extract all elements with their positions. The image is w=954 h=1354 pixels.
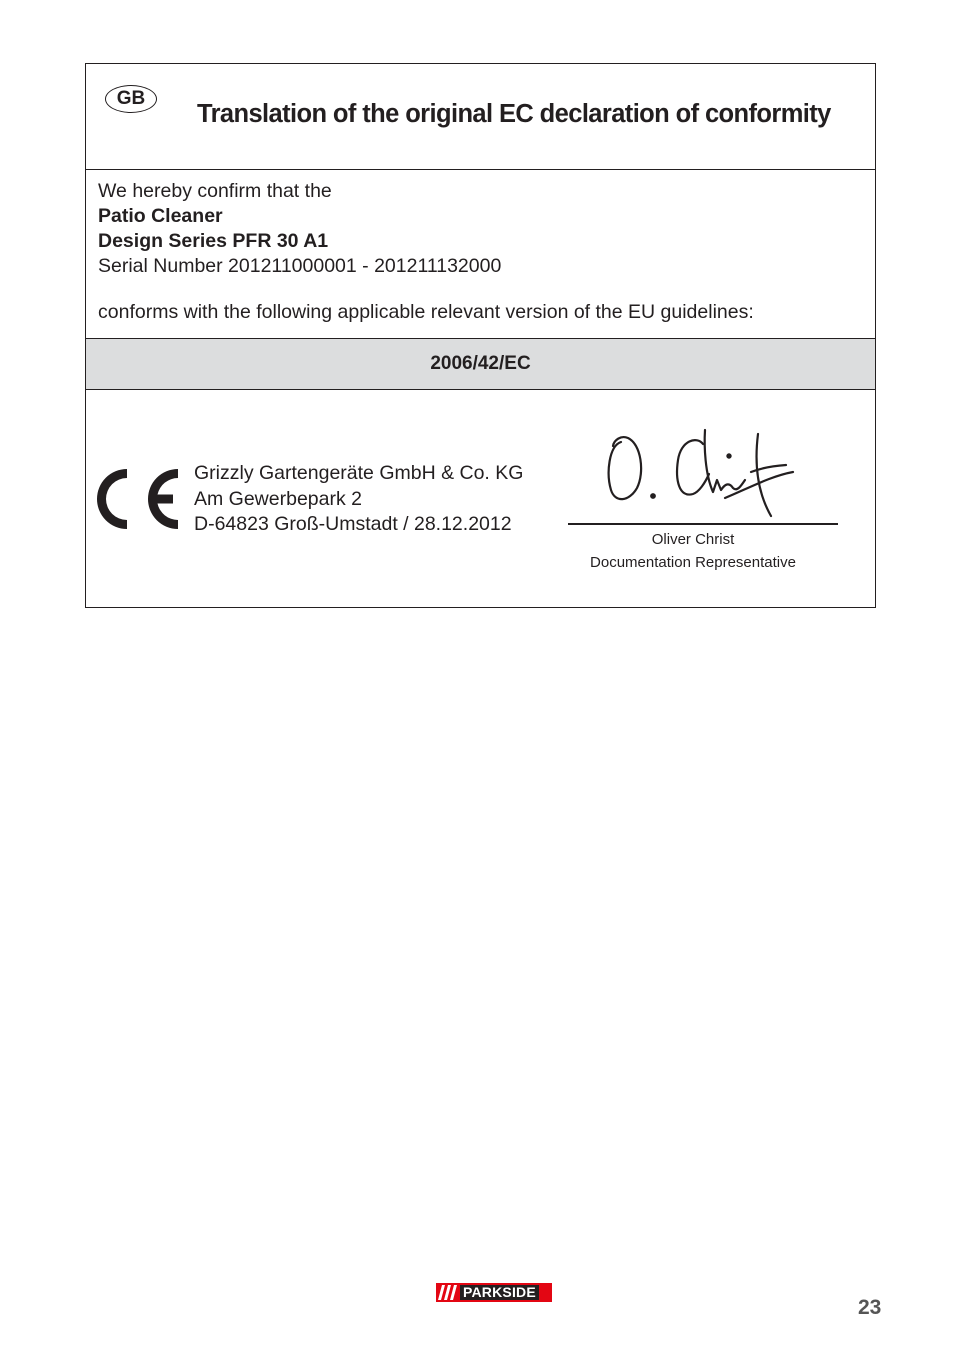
country-badge: GB [105, 85, 157, 113]
ce-mark-icon [97, 466, 181, 532]
conformity-text: conforms with the following applicable relevant version of the EU guidelines: [98, 301, 754, 323]
signature-section [86, 390, 875, 607]
directive-band: 2006/42/EC [86, 339, 875, 390]
brand-name: PARKSIDE [460, 1285, 539, 1300]
company-address [194, 461, 523, 538]
page-title: Translation of the original EC declaration of conformity [197, 100, 831, 128]
brand-stripes-icon [436, 1283, 460, 1302]
page-number: 23 [858, 1296, 882, 1319]
header-section [86, 64, 875, 170]
serial-number: Serial Number 201211000001 - 201211132000 [98, 255, 502, 277]
product-name: Patio Cleaner [98, 205, 223, 227]
signer-block [568, 528, 818, 574]
design-series: Design Series PFR 30 A1 [98, 230, 329, 252]
signer-name: Oliver Christ [651, 531, 735, 548]
spacer [98, 279, 863, 300]
signature-line [568, 523, 838, 525]
parkside-logo [436, 1283, 552, 1302]
declaration-box [85, 63, 876, 608]
confirmation-section [86, 170, 875, 339]
intro-text: We hereby confirm that the [98, 180, 332, 202]
company-street: Am Gewerbepark 2 [194, 487, 362, 510]
signature-icon [601, 428, 806, 524]
signer-role: Documentation Representative [590, 554, 796, 571]
company-name: Grizzly Gartengeräte GmbH & Co. KG [194, 462, 524, 484]
company-city-date: D-64823 Groß-Umstadt / 28.12.2012 [194, 513, 512, 535]
